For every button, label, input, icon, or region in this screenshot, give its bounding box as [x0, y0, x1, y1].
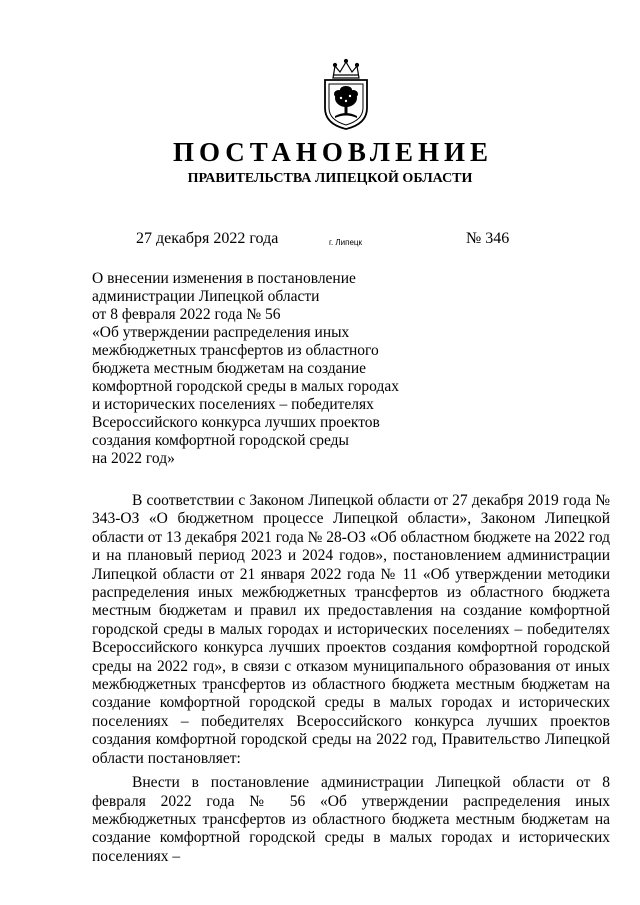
document-subtitle: ПРАВИТЕЛЬСТВА ЛИПЕЦКОЙ ОБЛАСТИ [187, 171, 473, 186]
subject-line: «Об утверждении распределения иных [92, 324, 350, 341]
document-body [92, 492, 610, 866]
subject-line: бюджета местным бюджетам на создание [92, 360, 367, 377]
subject-line: создания комфортной городской среды [92, 432, 349, 449]
document-title: ПОСТАНОВЛЕНИЕ [172, 137, 494, 167]
subject-line: Всероссийского конкурса лучших проектов [92, 414, 380, 431]
document-number: № 346 [466, 230, 510, 247]
subject-line: на 2022 год» [92, 450, 175, 467]
coat-of-arms-icon [321, 58, 371, 130]
subject-line: О внесении изменения в постановление [92, 270, 356, 287]
subject-line: от 8 февраля 2022 года № 56 [92, 306, 281, 323]
subject-line: администрации Липецкой области [92, 288, 320, 305]
subject-line: межбюджетных трансфертов из областного [92, 342, 379, 359]
subject-line: комфортной городской среды в малых городах [92, 378, 399, 395]
body-paragraph: Внести в постановление администрации Липецкой области от 8 февраля 2022 года № 56 «Об утверждении распределения иных межбюджетных трансфертов из областного бюджета местным бюджетам на создание комфортной городской среды в малых городах и исторических поселениях – [92, 774, 610, 865]
document-city: г. Липецк [329, 238, 362, 247]
document-subject [92, 270, 422, 468]
document-date: 27 декабря 2022 года [136, 230, 279, 247]
body-paragraph: В соответствии с Законом Липецкой области от 27 декабря 2019 года № 343-ОЗ «О бюджетном процессе Липецкой области», Законом Липецкой области от 13 декабря 2021 года № 28-ОЗ «Об областном бюджете на 2022 год и на плановый период 2023 и 2024 годов», постановлением администрации Липецкой области от 21 января 2022 года № 11 «Об утверждении методики распределения иных межбюджетных трансфертов из областного бюджета местным бюджетам и правил их предоставления на создание комфортной городской среды в малых городах и исторических поселениях – победителях Всероссийского конкурса лучших проектов создания комфортной городской среды на 2022 год», в связи с отказом муниципального образования от иных межбюджетных трансфертов из областного бюджета местным бюджетам на создание комфортной городской среды в малых городах и исторических поселениях – победителях Всероссийского конкурса лучших проектов создания комфортной городской среды на 2022 год, Правительство Липецкой области постановляет: [92, 492, 611, 767]
subject-line: и исторических поселениях – победителях [92, 396, 374, 413]
